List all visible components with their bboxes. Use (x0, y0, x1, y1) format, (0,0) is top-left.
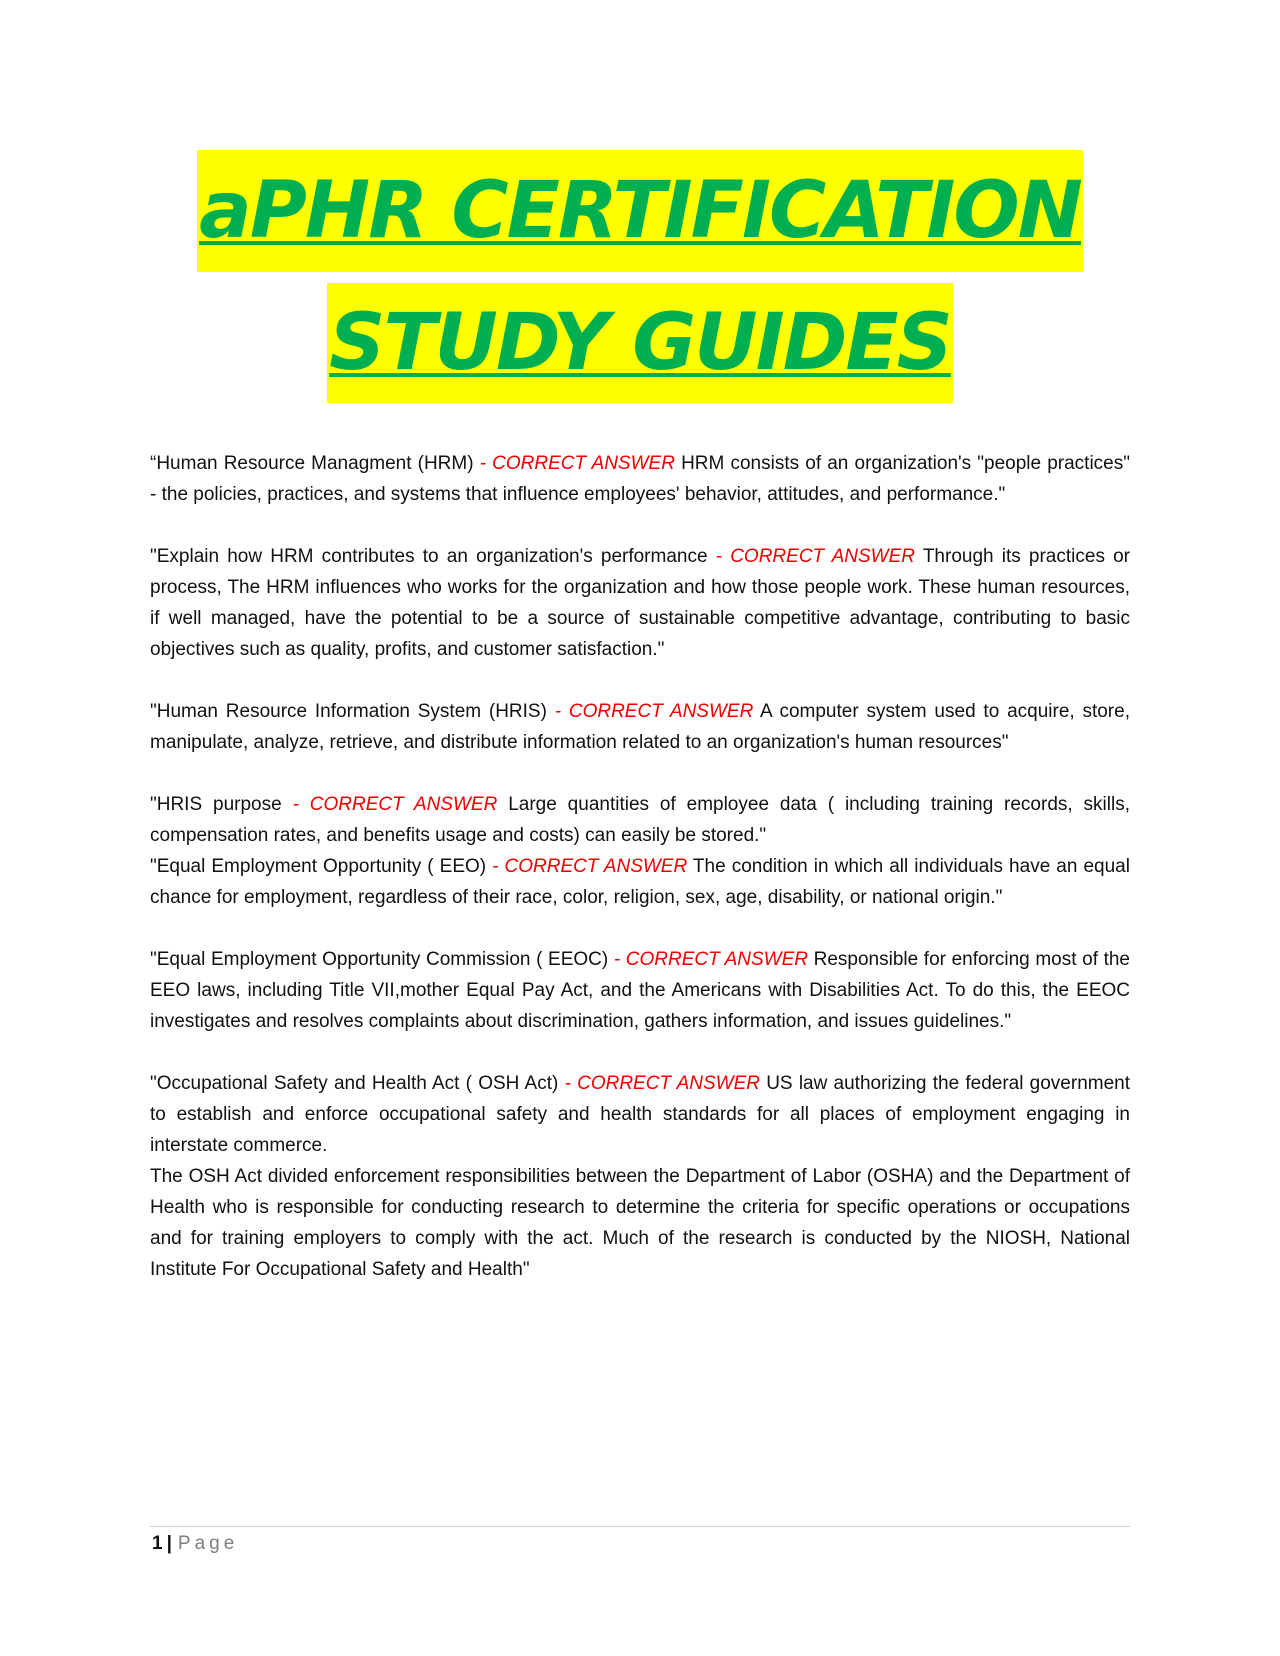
entry-definition: Responsible for enforcing most of the EEO laws, including Title VII,mother Equal Pay Act, and the Americans with Disabilities Act. To do this, the EEOC investigates and resolves complaints about discrimination, gathers information, and issues guidelines." (150, 949, 1130, 1032)
entry-term: “Human Resource Managment (HRM) (150, 453, 474, 474)
entry-eeoc (150, 944, 1130, 1037)
footer-separator: | (166, 1533, 172, 1554)
entry-hrm-performance (150, 541, 1130, 665)
correct-answer-marker: - CORRECT ANSWER (554, 701, 754, 722)
document-title-line1: aPHR CERTIFICATION (197, 150, 1083, 272)
study-guide-body (150, 448, 1130, 1285)
entry-term: "Equal Employment Opportunity Commission ( EEOC) (150, 949, 609, 970)
document-title-line2: STUDY GUIDES (327, 283, 953, 403)
title-block-line2 (0, 283, 1280, 403)
entry-definition: The condition in which all individuals have an equal chance for employment, regardless of their race, color, religion, sex, age, disability, or national origin." (150, 856, 1130, 908)
title-block-line1 (0, 150, 1280, 272)
entry-definition: Large quantities of employee data ( including training records, skills, compensation rates, and benefits usage and costs) can easily be stored." (150, 794, 1130, 846)
entry-hris-purpose (150, 789, 1130, 851)
entry-definition: US law authorizing the federal government to establish and enforce occupational safety and health standards for all places of employment engaging in interstate commerce. (150, 1073, 1131, 1156)
entry-osh-act-continuation: The OSH Act divided enforcement responsibilities between the Department of Labor (OSHA) and the Department of Health who is responsible for conducting research to determine the criteria for specific operations or occupations and for training employers to comply with the act. Much of the research is conducted by the NIOSH, National Institute For Occupational Safety and Health" (150, 1166, 1130, 1280)
page-footer (152, 1530, 238, 1558)
entry-hris (150, 696, 1130, 758)
entry-term: "HRIS purpose (150, 794, 282, 815)
page-number: 1 (152, 1533, 163, 1554)
entry-definition: HRM consists of an organization's "people practices" - the policies, practices, and systems that influence employees' behavior, attitudes, and performance." (150, 453, 1130, 505)
entry-term: "Human Resource Information System (HRIS) (150, 701, 547, 722)
correct-answer-marker: - CORRECT ANSWER (479, 453, 675, 474)
entry-osh-act (150, 1068, 1130, 1161)
correct-answer-marker: - CORRECT ANSWER (292, 794, 498, 815)
correct-answer-marker: - CORRECT ANSWER (613, 949, 809, 970)
correct-answer-marker: - CORRECT ANSWER (564, 1073, 760, 1094)
page-label: Page (177, 1533, 239, 1554)
entry-definition: A computer system used to acquire, store, manipulate, analyze, retrieve, and distribute information related to an organization's human resources" (150, 701, 1130, 753)
entry-term: "Equal Employment Opportunity ( EEO) (150, 856, 487, 877)
entry-eeo (150, 851, 1130, 913)
entry-definition: Through its practices or process, The HRM influences who works for the organization and how those people work. These human resources, if well managed, have the potential to be a source of sustainable competitive advantage, contributing to basic objectives such as quality, profits, and customer satisfaction." (150, 546, 1130, 660)
entry-term: "Explain how HRM contributes to an organization's performance (150, 546, 708, 567)
entry-hrm (150, 448, 1130, 510)
entry-term: "Occupational Safety and Health Act ( OSH Act) (150, 1073, 559, 1094)
correct-answer-marker: - CORRECT ANSWER (492, 856, 688, 877)
footer-divider (150, 1526, 1130, 1527)
correct-answer-marker: - CORRECT ANSWER (715, 546, 915, 567)
